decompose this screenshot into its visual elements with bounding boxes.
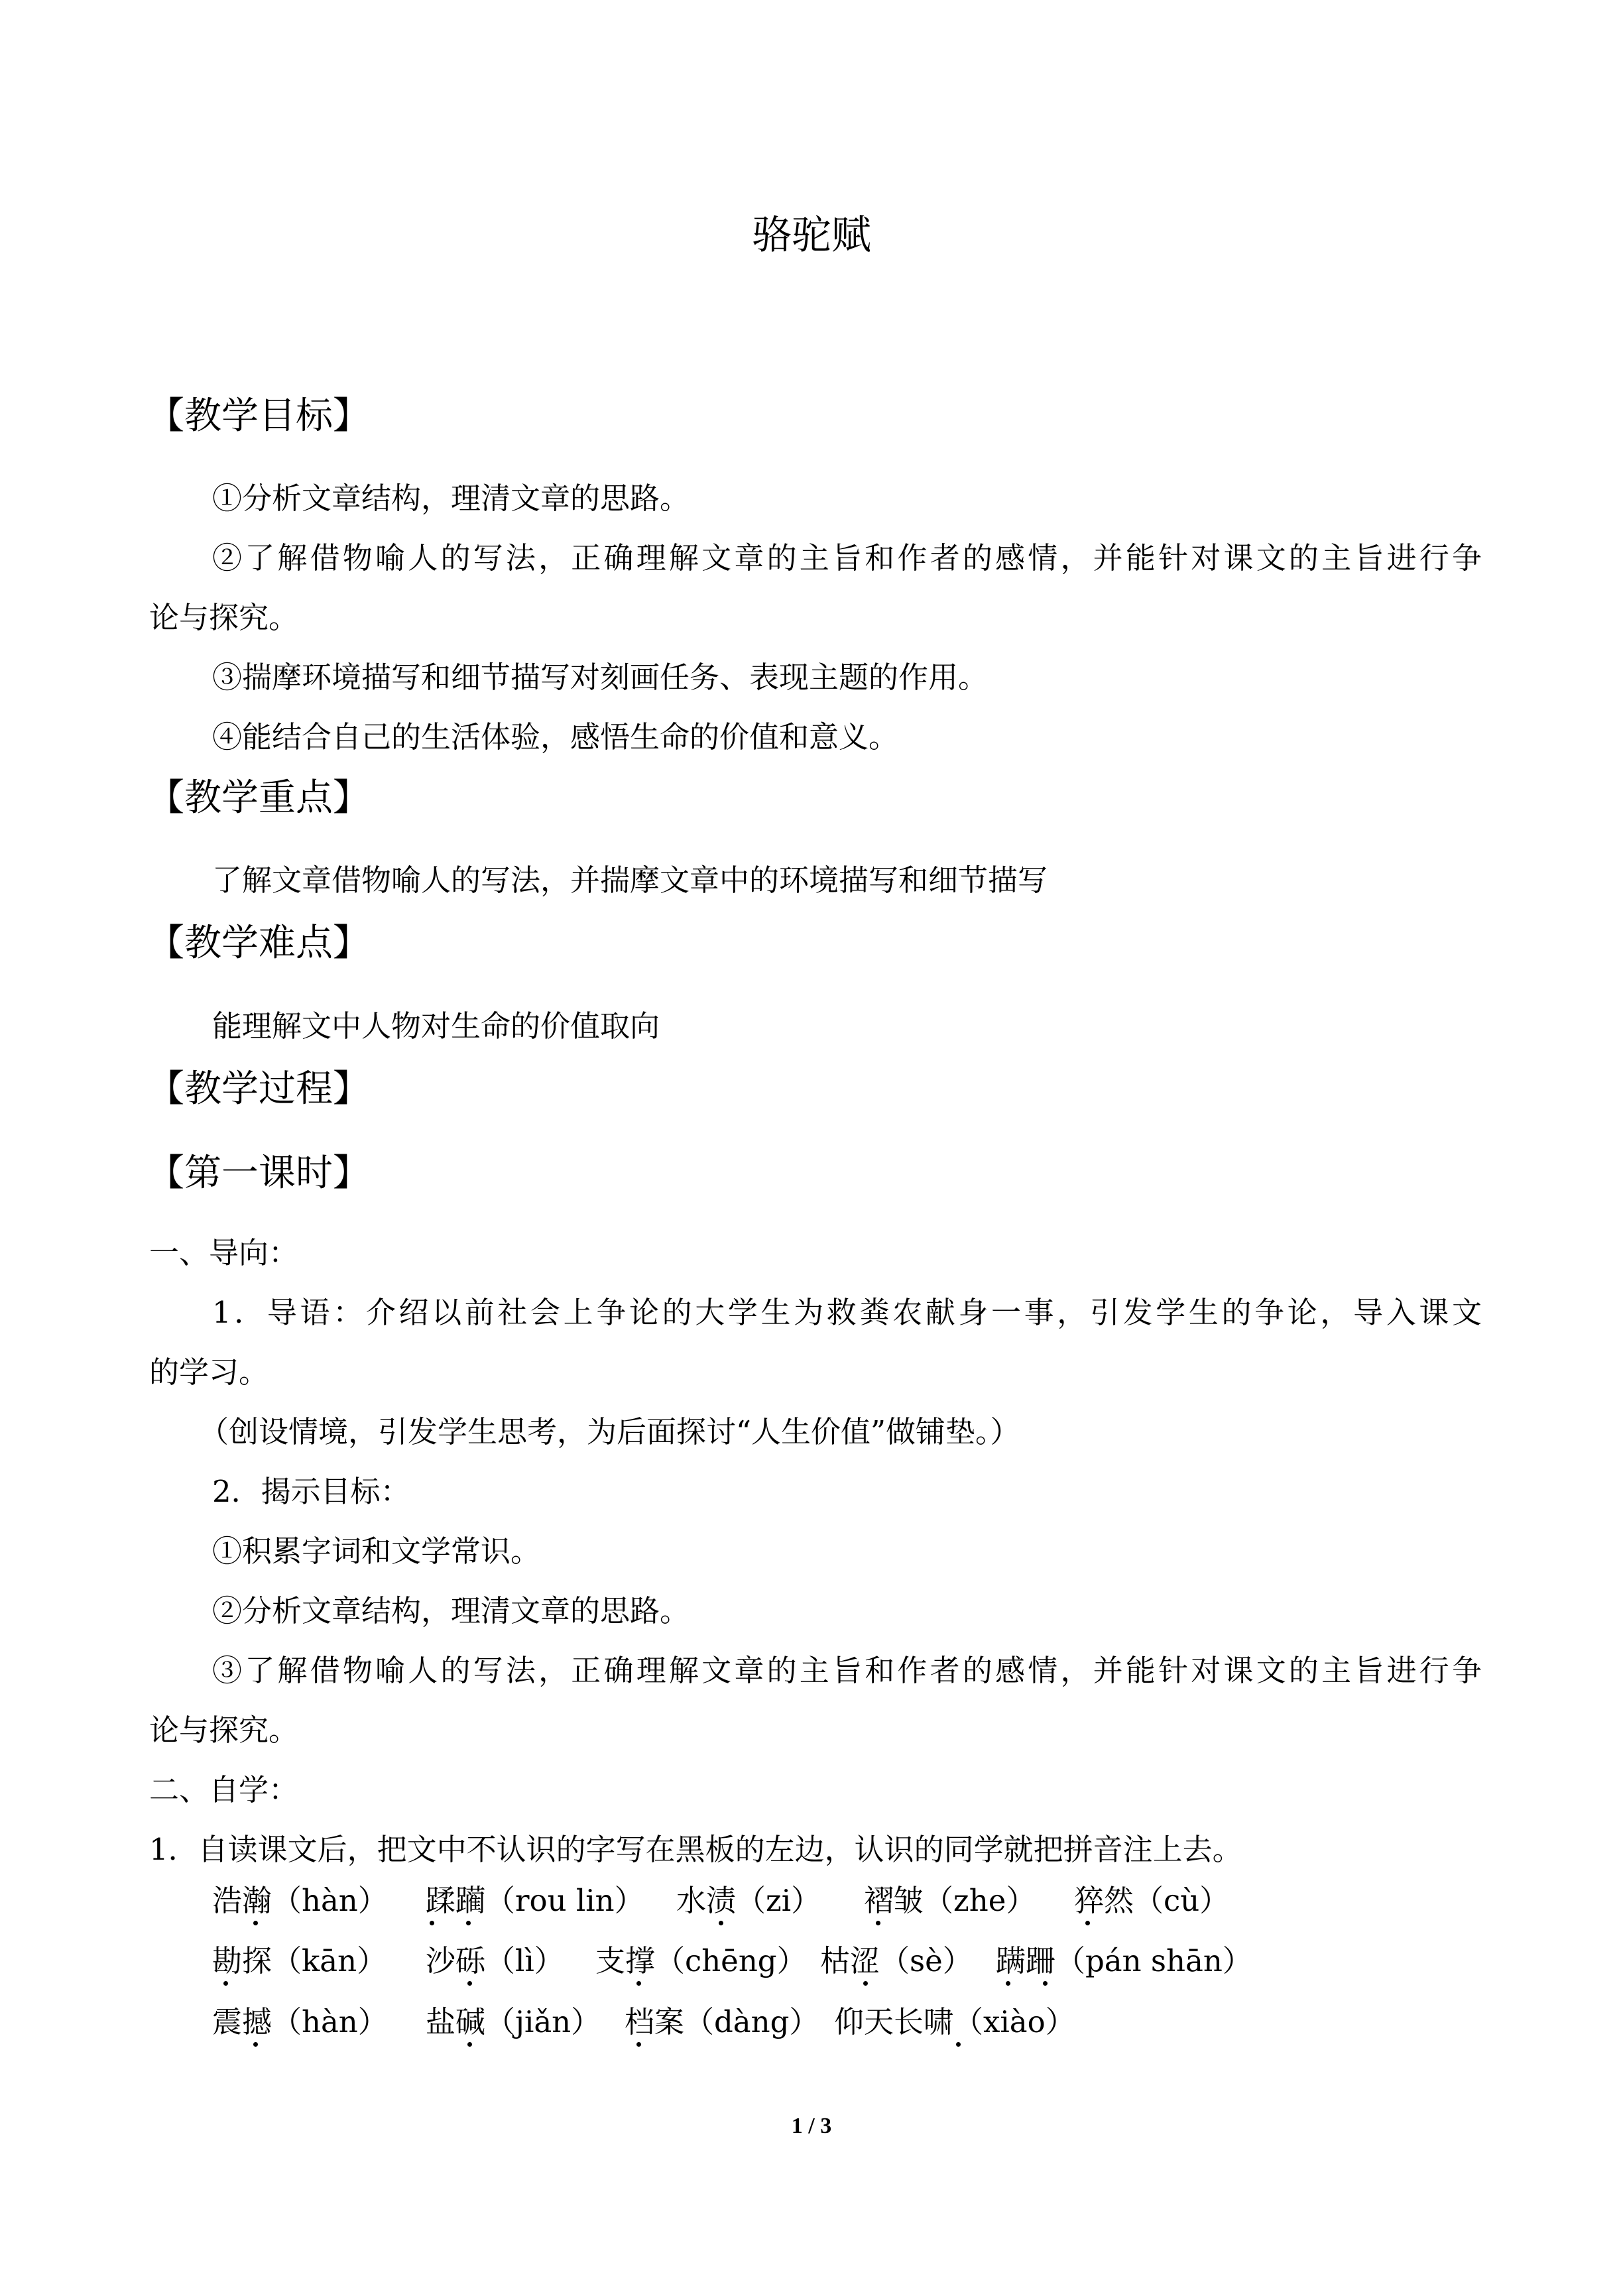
vocab-word: 勘探（kān） — [212, 1943, 387, 1978]
page-indicator: 1 / 3 — [791, 2114, 832, 2138]
vocab-word: 枯涩（sè） — [820, 1943, 973, 1978]
intro-line-1: 1．导语：介绍以前社会上争论的大学生为救粪农献身一事，引发学生的争论，导入课文 — [212, 1295, 1482, 1330]
vocab-word: 档案（dàng） — [625, 2004, 819, 2039]
document-title: 骆驼赋 — [752, 212, 871, 259]
vocab-word: 浩瀚（hàn） — [212, 1883, 388, 1918]
emphasis-dot — [430, 1921, 434, 1925]
emphasis-dot — [1006, 1981, 1010, 1986]
emphasis-dot — [719, 1921, 723, 1925]
process-heading: 【教学过程】 — [147, 1067, 370, 1111]
part1-title: 一、导向： — [149, 1235, 299, 1270]
intro-line-2: 的学习。 — [149, 1355, 269, 1390]
objective-item-2: ②了解借物喻人的写法，正确理解文章的主旨和作者的感情，并能针对课文的主旨进行争 — [212, 540, 1482, 575]
vocab-word: 褶皱（zhe） — [864, 1883, 1036, 1918]
vocab-word: 仰天长啸（xiào） — [834, 2004, 1075, 2039]
emphasis-dot — [467, 1981, 472, 1986]
emphasis-dot — [876, 1921, 880, 1925]
objectives-heading: 【教学目标】 — [147, 394, 370, 438]
vocab-word: 震撼（hàn） — [212, 2004, 388, 2039]
goal-item-1: ①积累字词和文学常识。 — [212, 1534, 541, 1569]
vocab-word: 蹒跚（pán shān） — [996, 1943, 1252, 1978]
emphasis-dot — [467, 2042, 472, 2047]
emphasis-dot — [253, 2042, 258, 2047]
objective-item-2-cont: 论与探究。 — [149, 600, 299, 635]
vocab-word: 沙砾（lì） — [426, 1943, 564, 1978]
emphasis-dot — [1085, 1921, 1090, 1925]
vocab-word: 水渍（zi） — [676, 1883, 821, 1918]
intro-note: （创设情境，引发学生思考，为后面探讨“人生价值”做铺垫。） — [199, 1414, 1020, 1449]
goal-item-3: ③了解借物喻人的写法，正确理解文章的主旨和作者的感情，并能针对课文的主旨进行争 — [212, 1653, 1482, 1688]
emphasis-dot — [636, 1981, 641, 1986]
key-points-text: 了解文章借物喻人的写法，并揣摩文章中的环境描写和细节描写 — [212, 863, 1048, 898]
goal-item-3-cont: 论与探究。 — [149, 1713, 299, 1748]
objective-item-4: ④能结合自己的生活体验，感悟生命的价值和意义。 — [212, 719, 899, 755]
goals-title: 2．揭示目标： — [212, 1474, 410, 1509]
goal-item-2: ②分析文章结构，理清文章的思路。 — [212, 1593, 690, 1628]
part2-title: 二、自学： — [149, 1772, 299, 1807]
self-study-line: 1．自读课文后，把文中不认识的字写在黑板的左边，认识的同学就把拼音注上去。 — [149, 1832, 1242, 1867]
emphasis-dot — [223, 1981, 228, 1986]
emphasis-dot — [863, 1981, 868, 1986]
emphasis-dot — [253, 1921, 258, 1925]
key-points-heading: 【教学重点】 — [147, 776, 370, 819]
emphasis-dot — [636, 2042, 641, 2047]
vocab-word: 猝然（cù） — [1074, 1883, 1230, 1918]
emphasis-dot — [1043, 1981, 1048, 1986]
difficulties-text: 能理解文中人物对生命的价值取向 — [212, 1008, 660, 1044]
emphasis-dot — [956, 2042, 961, 2047]
vocab-word: 盐碱（jiǎn） — [426, 2004, 601, 2039]
vocab-word: 蹂躏（rou lin） — [426, 1883, 644, 1918]
vocab-word: 支撑（chēng） — [595, 1943, 807, 1978]
objective-item-1: ①分析文章结构，理清文章的思路。 — [212, 481, 690, 516]
emphasis-dot — [466, 1921, 471, 1925]
objective-item-3: ③揣摩环境描写和细节描写对刻画任务、表现主题的作用。 — [212, 660, 989, 695]
lesson1-heading: 【第一课时】 — [147, 1152, 370, 1195]
difficulties-heading: 【教学难点】 — [147, 922, 370, 965]
